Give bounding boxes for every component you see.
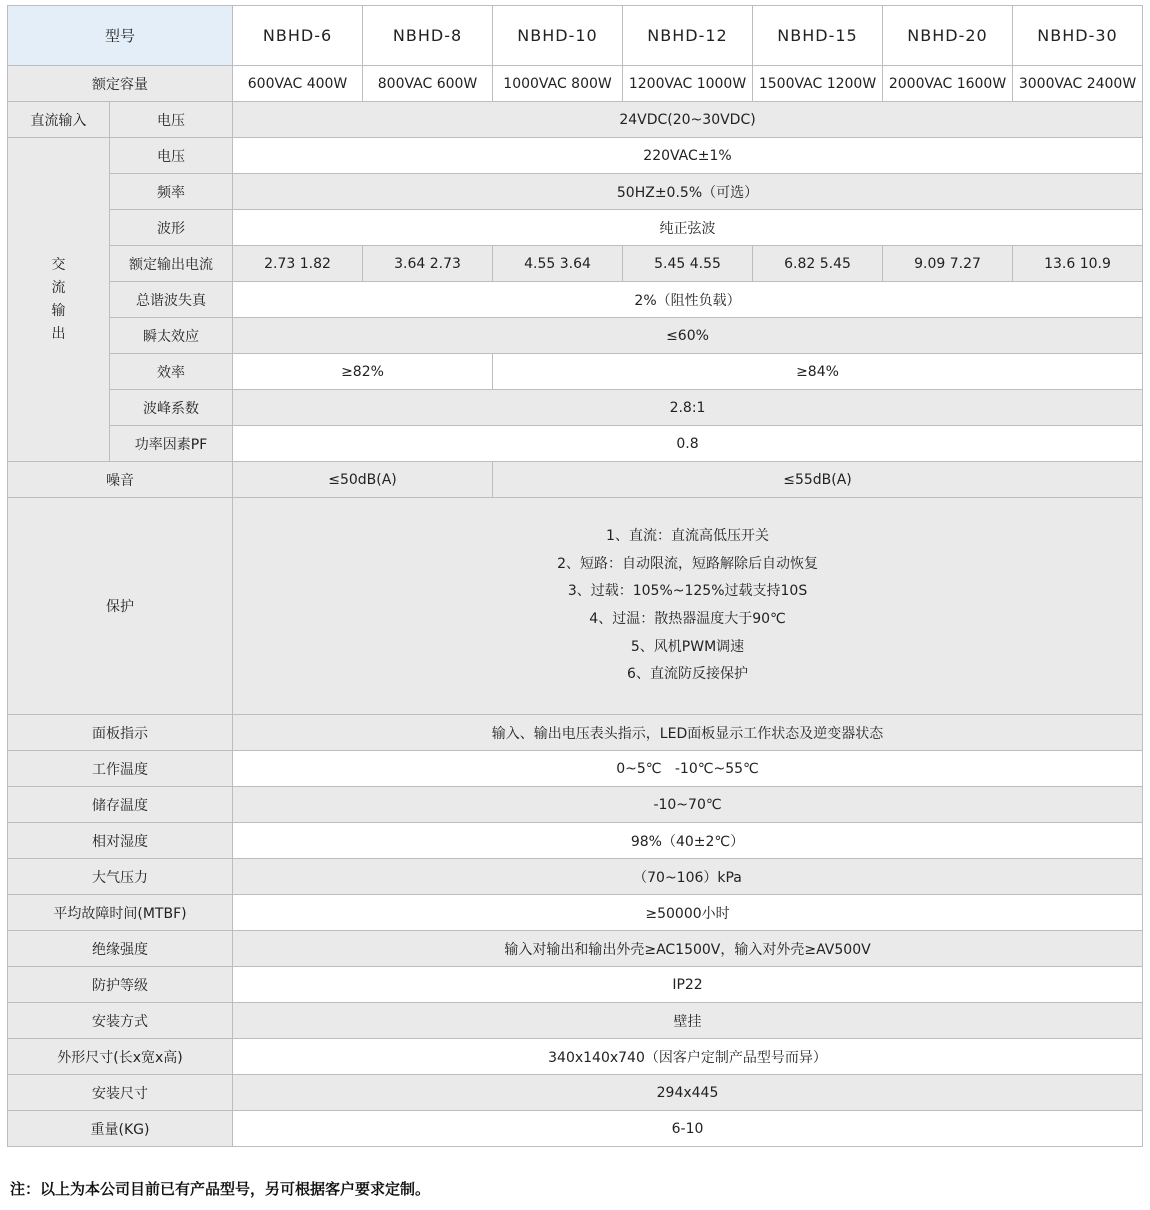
ac-pf-value: 0.8 xyxy=(233,426,1143,462)
capacity-value: 800VAC 600W xyxy=(363,66,493,102)
spec-row-value: ≥50000小时 xyxy=(233,895,1143,931)
protection-item: 5、风机PWM调速 xyxy=(630,638,745,655)
ac-efficiency-value-small: ≥82% xyxy=(233,354,493,390)
ac-transient-label: 瞬太效应 xyxy=(110,318,233,354)
spec-row-value: IP22 xyxy=(233,967,1143,1003)
spec-row-value: 340x140x740（因客户定制产品型号而异） xyxy=(233,1039,1143,1075)
capacity-value: 600VAC 400W xyxy=(233,66,363,102)
noise-value-small: ≤50dB(A) xyxy=(233,462,493,498)
spec-row-mounting xyxy=(8,1003,1143,1039)
ac-current-value: 13.6 10.9 xyxy=(1013,246,1143,282)
spec-row-label: 储存温度 xyxy=(8,787,233,823)
spec-row-ip-rating xyxy=(8,967,1143,1003)
spec-row-value: （70~106）kPa xyxy=(233,859,1143,895)
protection-list xyxy=(235,523,1140,689)
ac-crest-row xyxy=(8,390,1143,426)
spec-row-value: 6-10 xyxy=(233,1111,1143,1147)
protection-item: 3、过载：105%~125%过载支持10S xyxy=(567,583,808,600)
model-name: NBHD-15 xyxy=(753,6,883,66)
ac-voltage-value: 220VAC±1% xyxy=(233,138,1143,174)
model-header-label: 型号 xyxy=(8,6,233,66)
spec-row-label: 绝缘强度 xyxy=(8,931,233,967)
ac-waveform-value: 纯正弦波 xyxy=(233,210,1143,246)
spec-row-label: 工作温度 xyxy=(8,751,233,787)
capacity-value: 1500VAC 1200W xyxy=(753,66,883,102)
capacity-value: 3000VAC 2400W xyxy=(1013,66,1143,102)
ac-output-char: 交 xyxy=(51,256,66,273)
ac-thd-label: 总谐波失真 xyxy=(110,282,233,318)
model-name: NBHD-8 xyxy=(363,6,493,66)
spec-row-operating-temp xyxy=(8,751,1143,787)
protection-row xyxy=(8,498,1143,715)
spec-row-value: 0~5℃ -10℃~55℃ xyxy=(233,751,1143,787)
ac-current-value: 5.45 4.55 xyxy=(623,246,753,282)
ac-output-char: 出 xyxy=(51,325,66,342)
spec-row-label: 安装尺寸 xyxy=(8,1075,233,1111)
ac-current-row xyxy=(8,246,1143,282)
ac-pf-row xyxy=(8,426,1143,462)
noise-value-large: ≤55dB(A) xyxy=(493,462,1143,498)
ac-pf-label: 功率因素PF xyxy=(110,426,233,462)
ac-transient-row xyxy=(8,318,1143,354)
ac-current-value: 3.64 2.73 xyxy=(363,246,493,282)
ac-frequency-label: 频率 xyxy=(110,174,233,210)
spec-row-panel xyxy=(8,715,1143,751)
ac-waveform-label: 波形 xyxy=(110,210,233,246)
protection-item: 1、直流：直流高低压开关 xyxy=(606,528,769,545)
capacity-row xyxy=(8,66,1143,102)
ac-current-value: 2.73 1.82 xyxy=(233,246,363,282)
capacity-label: 额定容量 xyxy=(8,66,233,102)
protection-item: 6、直流防反接保护 xyxy=(627,666,748,683)
model-name: NBHD-10 xyxy=(493,6,623,66)
spec-row-insulation xyxy=(8,931,1143,967)
dc-input-row xyxy=(8,102,1143,138)
ac-thd-row xyxy=(8,282,1143,318)
spec-row-dimensions xyxy=(8,1039,1143,1075)
ac-crest-label: 波峰系数 xyxy=(110,390,233,426)
ac-output-group-label xyxy=(8,138,110,462)
spec-row-label: 面板指示 xyxy=(8,715,233,751)
spec-row-label: 防护等级 xyxy=(8,967,233,1003)
ac-frequency-value: 50HZ±0.5%（可选） xyxy=(233,174,1143,210)
spec-row-storage-temp xyxy=(8,787,1143,823)
spec-row-value: 壁挂 xyxy=(233,1003,1143,1039)
noise-label: 噪音 xyxy=(8,462,233,498)
protection-list-cell xyxy=(233,498,1143,715)
ac-voltage-label: 电压 xyxy=(110,138,233,174)
ac-waveform-row xyxy=(8,210,1143,246)
spec-row-label: 相对湿度 xyxy=(8,823,233,859)
spec-table xyxy=(7,5,1143,1147)
spec-row-value: 输入对输出和输出外壳≥AC1500V，输入对外壳≥AV500V xyxy=(233,931,1143,967)
model-name: NBHD-30 xyxy=(1013,6,1143,66)
capacity-value: 1000VAC 800W xyxy=(493,66,623,102)
ac-current-value: 4.55 3.64 xyxy=(493,246,623,282)
ac-frequency-row xyxy=(8,174,1143,210)
ac-efficiency-value-large: ≥84% xyxy=(493,354,1143,390)
capacity-value: 2000VAC 1600W xyxy=(883,66,1013,102)
ac-current-value: 9.09 7.27 xyxy=(883,246,1013,282)
spec-row-label: 外形尺寸(长x宽x高) xyxy=(8,1039,233,1075)
spec-row-label: 平均故障时间(MTBF) xyxy=(8,895,233,931)
model-header-row xyxy=(8,6,1143,66)
model-name: NBHD-6 xyxy=(233,6,363,66)
spec-row-value: 98%（40±2℃） xyxy=(233,823,1143,859)
capacity-value: 1200VAC 1000W xyxy=(623,66,753,102)
spec-row-humidity xyxy=(8,823,1143,859)
dc-input-voltage-label: 电压 xyxy=(110,102,233,138)
ac-crest-value: 2.8:1 xyxy=(233,390,1143,426)
protection-item: 2、短路：自动限流，短路解除后自动恢复 xyxy=(557,555,818,572)
ac-current-value: 6.82 5.45 xyxy=(753,246,883,282)
protection-label: 保护 xyxy=(8,498,233,715)
ac-thd-value: 2%（阻性负载） xyxy=(233,282,1143,318)
model-name: NBHD-20 xyxy=(883,6,1013,66)
dc-input-voltage-value: 24VDC(20~30VDC) xyxy=(233,102,1143,138)
ac-output-char: 流 xyxy=(51,279,66,296)
spec-row-label: 安装方式 xyxy=(8,1003,233,1039)
spec-row-value: 294x445 xyxy=(233,1075,1143,1111)
ac-transient-value: ≤60% xyxy=(233,318,1143,354)
protection-item: 4、过温：散热器温度大于90℃ xyxy=(589,611,786,627)
spec-row-value: -10~70℃ xyxy=(233,787,1143,823)
ac-efficiency-label: 效率 xyxy=(110,354,233,390)
ac-voltage-row xyxy=(8,138,1143,174)
spec-row-pressure xyxy=(8,859,1143,895)
ac-output-char: 输 xyxy=(51,302,66,319)
ac-current-label: 额定输出电流 xyxy=(110,246,233,282)
spec-row-label: 重量(KG) xyxy=(8,1111,233,1147)
ac-efficiency-row xyxy=(8,354,1143,390)
noise-row xyxy=(8,462,1143,498)
model-name: NBHD-12 xyxy=(623,6,753,66)
dc-input-group-label: 直流输入 xyxy=(8,102,110,138)
spec-row-weight xyxy=(8,1111,1143,1147)
spec-row-mount-size xyxy=(8,1075,1143,1111)
spec-row-value: 输入、输出电压表头指示，LED面板显示工作状态及逆变器状态 xyxy=(233,715,1143,751)
spec-row-mtbf xyxy=(8,895,1143,931)
footnote: 注：以上为本公司目前已有产品型号，另可根据客户要求定制。 xyxy=(10,1180,431,1198)
spec-row-label: 大气压力 xyxy=(8,859,233,895)
